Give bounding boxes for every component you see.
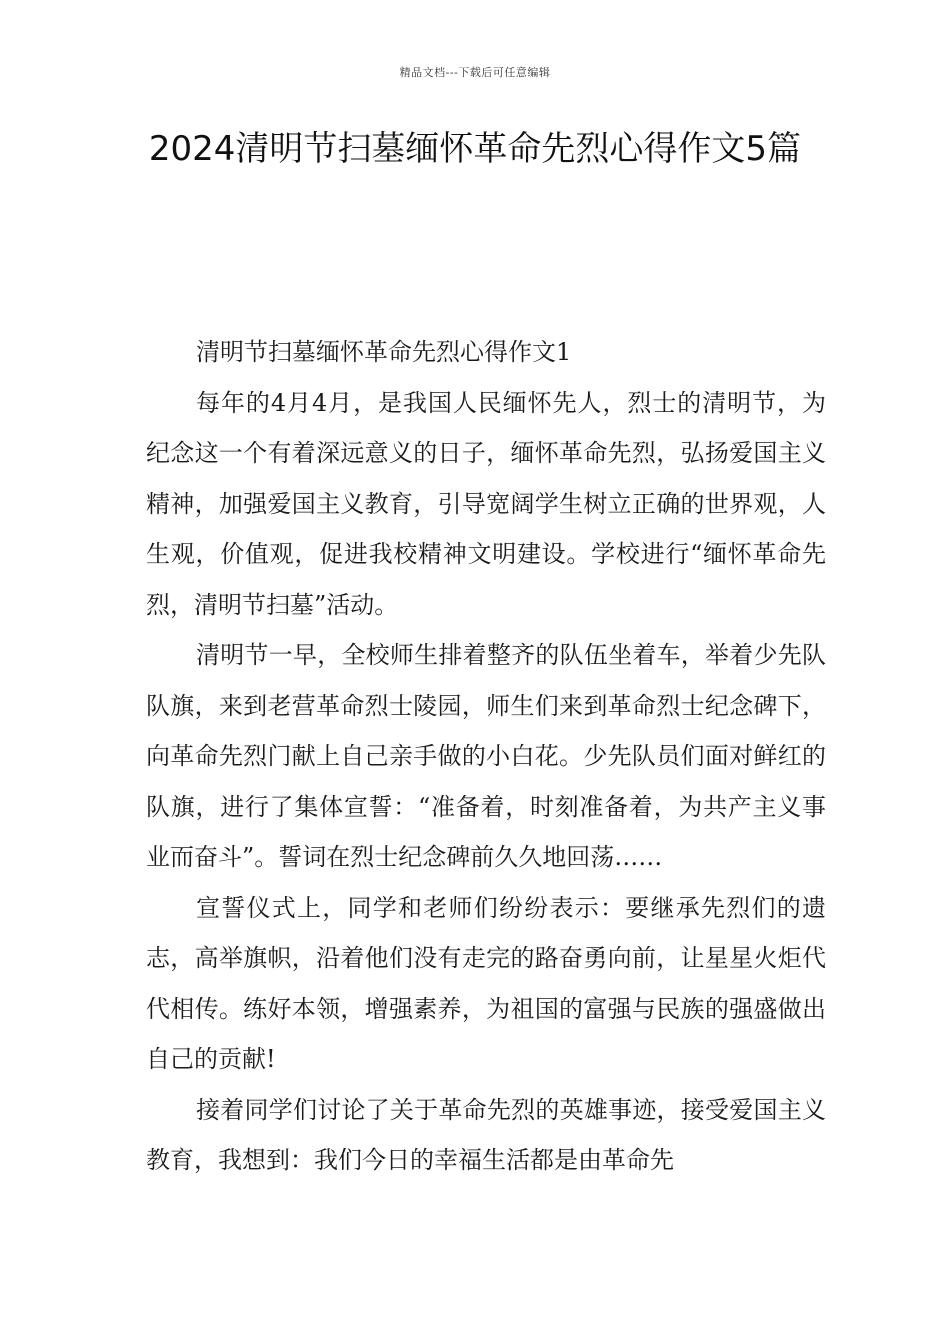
header-note: 精品文档---下载后可任意编辑	[399, 66, 551, 79]
section-heading: 清明节扫墓缅怀革命先烈心得作文1	[196, 338, 572, 366]
paragraph: 接着同学们讨论了关于革命先烈的英雄事迹，接受爱国主义教育，我想到：我们今日的幸福生活都是由革命先	[146, 1095, 826, 1174]
document-body	[146, 327, 826, 1186]
paragraph: 每年的4月4月，是我国人民缅怀先人，烈士的清明节，为纪念这一个有着深远意义的日子，缅怀革命先烈，弘扬爱国主义精神，加强爱国主义教育，引导宽阔学生树立正确的世界观，人生观，价值观，促进我校精神文明建设。学校进行“缅怀革命先烈，清明节扫墓”活动。	[146, 388, 826, 619]
document-title: 2024清明节扫墓缅怀革命先烈心得作文5篇	[148, 129, 802, 169]
paragraph: 宣誓仪式上，同学和老师们纷纷表示：要继承先烈们的遗志，高举旗帜，沿着他们没有走完的路奋勇向前，让星星火炬代代相传。练好本领，增强素养，为祖国的富强与民族的强盛做出自己的贡献!	[146, 893, 826, 1073]
paragraph: 清明节一早，全校师生排着整齐的队伍坐着车，举着少先队队旗，来到老营革命烈士陵园，师生们来到革命烈士纪念碑下，向革命先烈门献上自己亲手做的小白花。少先队员们面对鲜红的队旗，进行了集体宣誓：“准备着，时刻准备着，为共产主义事业而奋斗”。誓词在烈士纪念碑前久久地回荡……	[146, 641, 826, 871]
